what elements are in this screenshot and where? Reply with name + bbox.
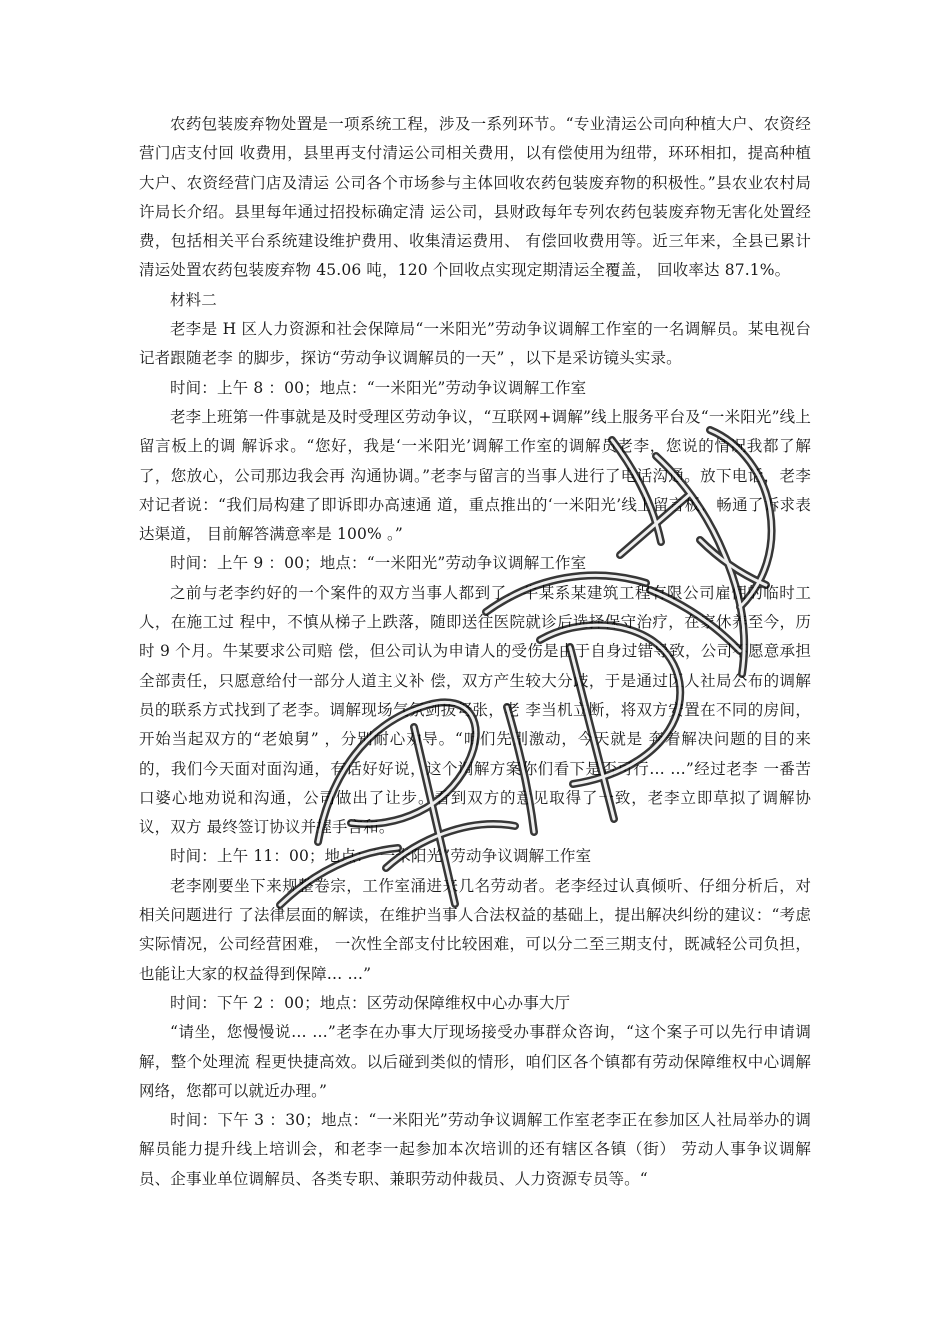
paragraph-0900: 之前与老李约好的一个案件的双方当事人都到了。牛某系某建筑工程有限公司雇佣的临时工人，在施工过 程中，不慎从梯子上跌落，随即送往医院就诊后选择保守治疗，在家休养至今，历时 9 个月。牛某要求公司赔 偿，但公司认为申请人的受伤是由于自身过错导致，公司不愿意承担全部责任，只愿意给付一部分人道主义补 偿，双方产生较大分歧，于是通过区人社局公布的调解员的联系方式找到了老李。调解现场气氛剑拔弩张，老 李当机立断，将双方安置在不同的房间，开始当起双方的“老娘舅” ，分别耐心劝导。“咱们先别激动，今天就是 奔着解决问题的目的来的，我们今天面对面沟通，有话好好说，这个调解方案你们看下是否可行… …”经过老李 一番苦口婆心地劝说和沟通，公司做出了让步。看到双方的意见取得了一致，老李立即草拟了调解协议，双方 最终签订协议并握手言和。: [139, 583, 811, 837]
paragraph-1100: 老李刚要坐下来规整卷宗，工作室涌进来几名劳动者。老李经过认真倾听、仔细分析后，对相关问题进行 了法律层面的解读，在维护当事人合法权益的基础上，提出解决纠纷的建议：“考虑实际情况，公司经营困难， 一次性全部支付比较困难，可以分二至三期支付，既减轻公司负担，也能让大家的权益得到保障… …”: [139, 876, 811, 983]
time-location-0900: 时间：上午 9 ：00；地点：“一米阳光”劳动争议调解工作室: [170, 554, 587, 573]
paragraph-0800: 老李上班第一件事就是及时受理区劳动争议，“互联网+调解”线上服务平台及“一米阳光”线上留言板上的调 解诉求。“您好，我是‘一米阳光’调解工作室的调解员老李，您说的情况我都了解了，您放心，公司那边我会再 沟通协调。”老李与留言的当事人进行了电话沟通。放下电话，老李对记者说：“我们局构建了即诉即办高速通 道，重点推出的‘一米阳光’线上留言板，畅通了诉求表达渠道， 目前解答满意率是 100% 。”: [139, 407, 811, 544]
time-location-0800: 时间：上午 8 ：00；地点：“一米阳光”劳动争议调解工作室: [170, 378, 587, 397]
time-location-1530: 时间：下午 3 ：30；地点：“一米阳光”劳动争议调解工作室老李正在参加区人社局举办的调解员能力提升线上培训会，和老李一起参加本次培训的还有辖区各镇（街） 劳动人事争议调解员、企事业单位调解员、各类专职、兼职劳动仲裁员、人力资源专员等。“: [139, 1111, 811, 1188]
time-location-1100: 时间：上午 11：00；地点：“一米阳光”劳动争议调解工作室: [170, 847, 592, 866]
paragraph-material-two-intro: 老李是 H 区人力资源和社会保障局“一米阳光”劳动争议调解工作室的一名调解员。某电视台记者跟随老李 的脚步，探访“劳动争议调解员的一天” ，以下是采访镜头实录。: [139, 320, 811, 368]
paragraph-1400: “请坐，您慢慢说… …”老李在办事大厅现场接受办事群众咨询，“这个案子可以先行申请调解，整个处理流 程更快捷高效。以后碰到类似的情形，咱们区各个镇都有劳动保障维权中心调解网络，您都可以就近办理。”: [139, 1023, 811, 1100]
time-location-1400: 时间：下午 2 ：00；地点：区劳动保障维权中心办事大厅: [170, 993, 571, 1012]
section-heading-material-two: 材料二: [170, 290, 217, 309]
paragraph-intro-continued: 农药包装废弃物处置是一项系统工程，涉及一系列环节。“专业清运公司向种植大户、农资经营门店支付回 收费用，县里再支付清运公司相关费用，以有偿使用为纽带，环环相扣，提高种植大户、农资经营门店及清运 公司各个市场参与主体回收农药包装废弃物的积极性。”县农业农村局许局长介绍。县里每年通过招投标确定清 运公司，县财政每年专列农药包装废弃物无害化处置经费，包括相关平台系统建设维护费用、收集清运费用、 有偿回收费用等。近三年来，全县已累计清运处置农药包装废弃物 45.06 吨，120 个回收点实现定期清运全覆盖， 回收率达 87.1%。: [139, 115, 811, 280]
document-body: [139, 110, 811, 1194]
